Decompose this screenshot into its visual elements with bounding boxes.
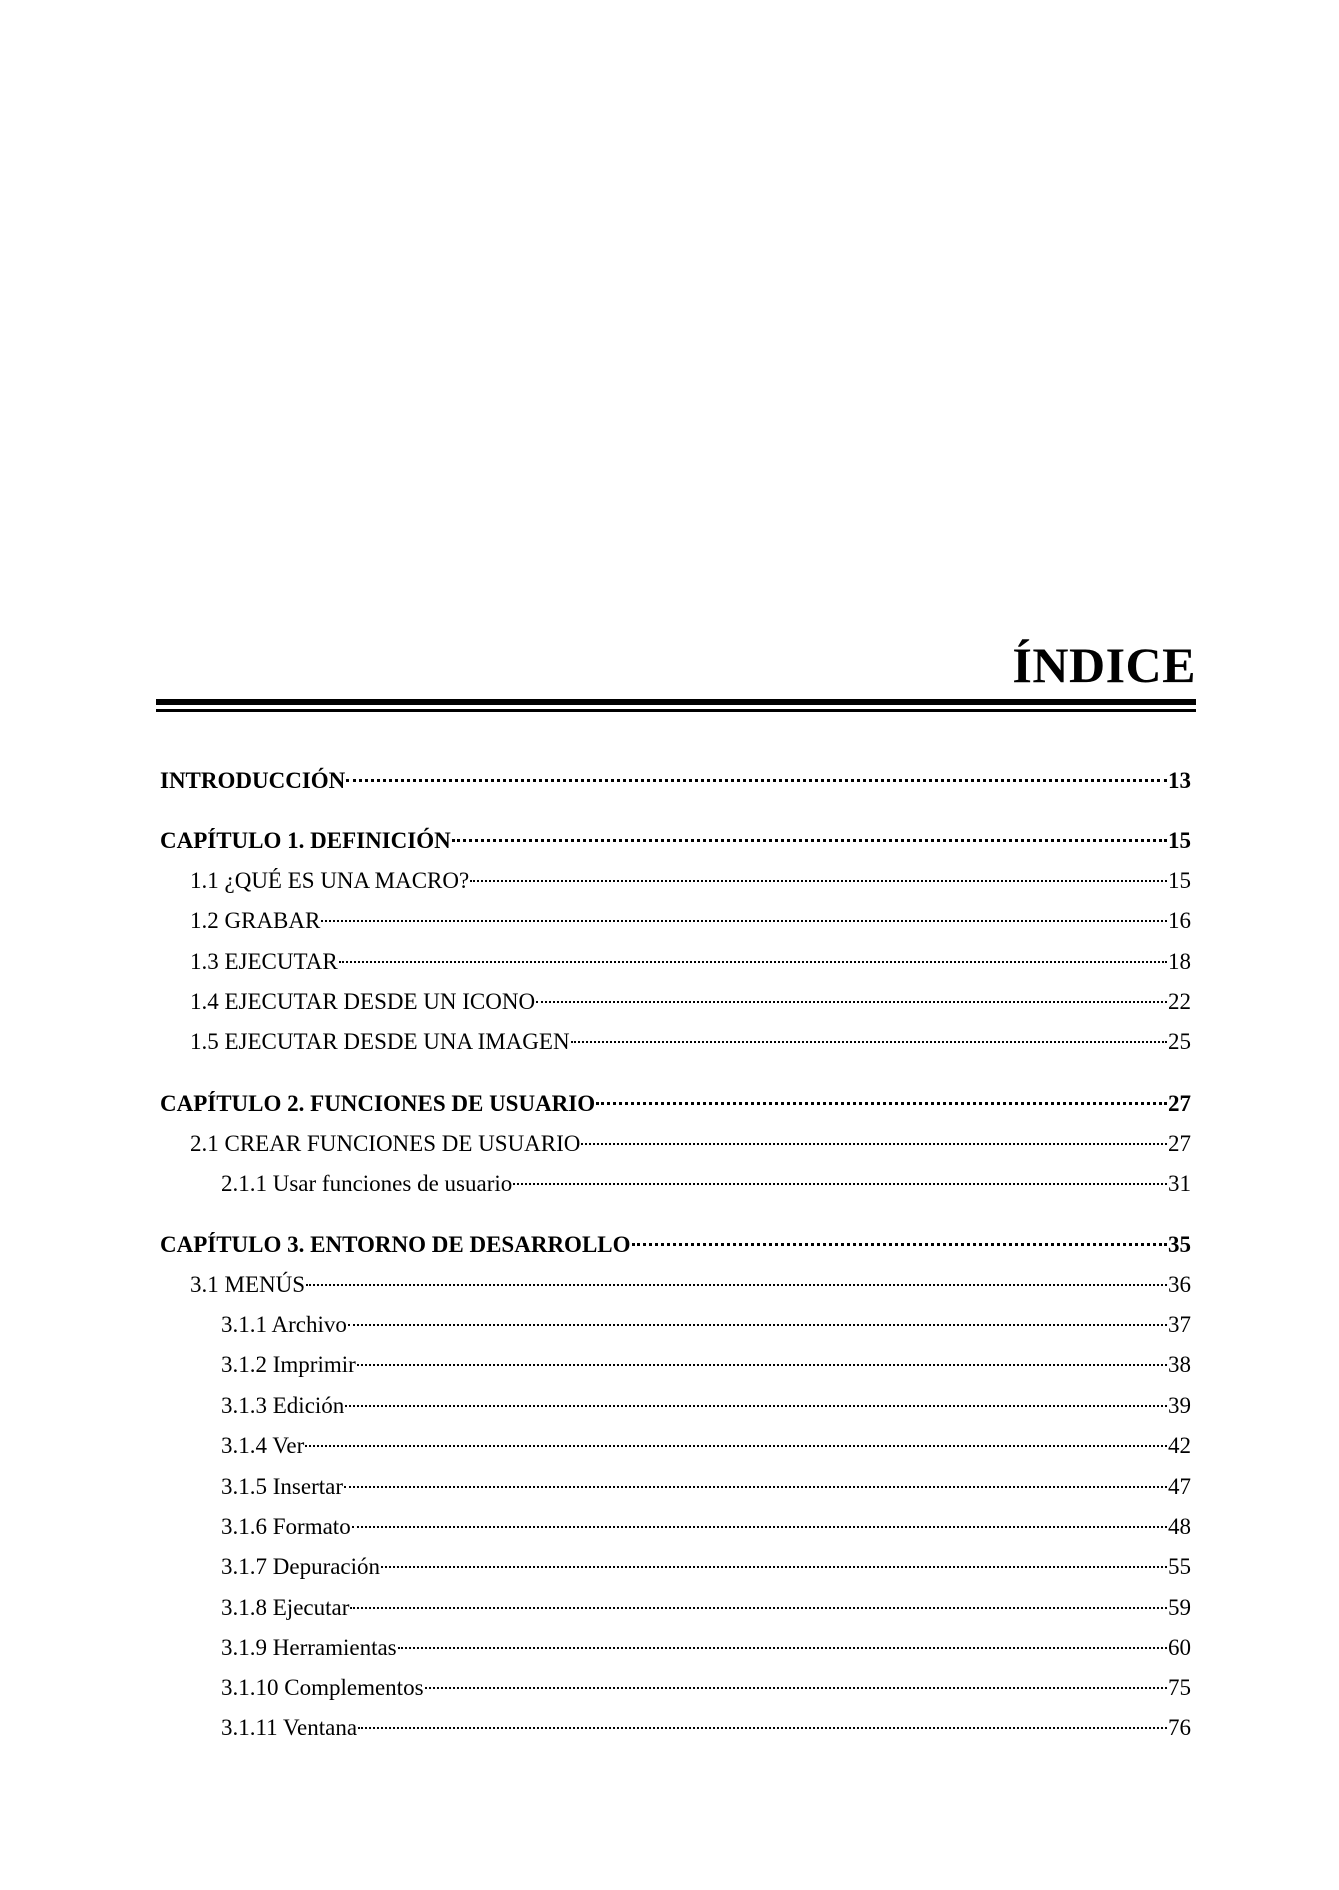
toc-page-number: 27 — [1168, 1091, 1191, 1116]
toc-section-entry[interactable] — [221, 1472, 1191, 1502]
toc-entry-label: 1.5 EJECUTAR DESDE UNA IMAGEN — [190, 1029, 570, 1054]
toc-dot-leader — [452, 839, 1167, 842]
toc-section-entry[interactable] — [221, 1310, 1191, 1340]
toc-section-entry[interactable] — [190, 987, 1191, 1017]
toc-page-number: 18 — [1168, 949, 1191, 974]
toc-section-entry[interactable] — [190, 906, 1191, 936]
toc-entry-label: INTRODUCCIÓN — [160, 768, 346, 793]
toc-chapter-entry[interactable] — [160, 826, 1191, 856]
toc-entry-label: CAPÍTULO 3. ENTORNO DE DESARROLLO — [160, 1232, 631, 1257]
toc-page-number: 48 — [1168, 1514, 1191, 1539]
toc-section-entry[interactable] — [221, 1713, 1191, 1743]
toc-dot-leader — [305, 1445, 1167, 1447]
toc-entry-label: 1.2 GRABAR — [190, 908, 321, 933]
toc-section-entry[interactable] — [190, 947, 1191, 977]
toc-section-entry[interactable] — [221, 1673, 1191, 1703]
toc-entry-label: 3.1.11 Ventana — [221, 1715, 358, 1740]
toc-chapter-entry[interactable] — [160, 1230, 1191, 1260]
toc-section-entry[interactable] — [221, 1169, 1191, 1199]
toc-entry-label: 3.1.9 Herramientas — [221, 1635, 397, 1660]
toc-dot-leader — [348, 1324, 1167, 1326]
toc-page-number: 60 — [1168, 1635, 1191, 1660]
toc-page-number: 15 — [1168, 868, 1191, 893]
toc-section-entry[interactable] — [190, 866, 1191, 896]
toc-entry-label: 1.4 EJECUTAR DESDE UN ICONO — [190, 989, 536, 1014]
toc-entry-label: 3.1.7 Depuración — [221, 1554, 381, 1579]
toc-dot-leader — [346, 779, 1167, 782]
toc-section-entry[interactable] — [190, 1027, 1191, 1057]
toc-page-number: 47 — [1168, 1474, 1191, 1499]
toc-page-number: 42 — [1168, 1433, 1191, 1458]
toc-dot-leader — [321, 920, 1167, 922]
toc-page-number: 31 — [1168, 1171, 1191, 1196]
toc-section-entry[interactable] — [190, 1270, 1191, 1300]
toc-page-number: 13 — [1168, 768, 1191, 793]
toc-section-entry[interactable] — [221, 1391, 1191, 1421]
toc-section-entry[interactable] — [221, 1350, 1191, 1380]
toc-entry-label: 3.1.4 Ver — [221, 1433, 305, 1458]
toc-chapter-entry[interactable] — [160, 766, 1191, 796]
toc-page-number: 39 — [1168, 1393, 1191, 1418]
toc-section-entry[interactable] — [221, 1431, 1191, 1461]
toc-entry-label: 3.1.8 Ejecutar — [221, 1595, 350, 1620]
toc-entry-label: 1.1 ¿QUÉ ES UNA MACRO? — [190, 868, 470, 893]
toc-dot-leader — [596, 1102, 1167, 1105]
toc-section-entry[interactable] — [221, 1552, 1191, 1582]
toc-dot-leader — [398, 1647, 1167, 1649]
toc-page-number: 38 — [1168, 1352, 1191, 1377]
toc-dot-leader — [581, 1143, 1167, 1145]
toc-dot-leader — [358, 1727, 1167, 1729]
toc-dot-leader — [339, 961, 1167, 963]
toc-section-entry[interactable] — [221, 1512, 1191, 1542]
toc-entry-label: 3.1 MENÚS — [190, 1272, 306, 1297]
toc-entry-label: 1.3 EJECUTAR — [190, 949, 338, 974]
toc-entry-label: CAPÍTULO 2. FUNCIONES DE USUARIO — [160, 1091, 596, 1116]
toc-section-entry[interactable] — [221, 1593, 1191, 1623]
toc-entry-label: 3.1.2 Imprimir — [221, 1352, 356, 1377]
toc-page-number: 75 — [1168, 1675, 1191, 1700]
toc-dot-leader — [571, 1041, 1167, 1043]
toc-page-number: 37 — [1168, 1312, 1191, 1337]
toc-page-number: 59 — [1168, 1595, 1191, 1620]
toc-entry-label: 3.1.10 Complementos — [221, 1675, 424, 1700]
toc-dot-leader — [632, 1243, 1167, 1246]
toc-page-number: 76 — [1168, 1715, 1191, 1740]
toc-page-number: 16 — [1168, 908, 1191, 933]
toc-entry-label: CAPÍTULO 1. DEFINICIÓN — [160, 828, 451, 853]
toc-dot-leader — [470, 880, 1167, 882]
toc-entry-label: 3.1.1 Archivo — [221, 1312, 347, 1337]
toc-section-entry[interactable] — [221, 1633, 1191, 1663]
toc-page-number: 55 — [1168, 1554, 1191, 1579]
page-title: ÍNDICE — [1012, 637, 1196, 693]
toc-dot-leader — [345, 1405, 1167, 1407]
toc-page-number: 27 — [1168, 1131, 1191, 1156]
toc-dot-leader — [352, 1526, 1167, 1528]
toc-page-number: 25 — [1168, 1029, 1191, 1054]
toc-dot-leader — [513, 1183, 1167, 1185]
toc-dot-leader — [344, 1486, 1167, 1488]
toc-entry-label: 2.1.1 Usar funciones de usuario — [221, 1171, 513, 1196]
toc-entry-label: 2.1 CREAR FUNCIONES DE USUARIO — [190, 1131, 581, 1156]
toc-page-number: 22 — [1168, 989, 1191, 1014]
toc-dot-leader — [425, 1687, 1167, 1689]
toc-dot-leader — [381, 1566, 1167, 1568]
toc-entry-label: 3.1.5 Insertar — [221, 1474, 343, 1499]
toc-entry-label: 3.1.3 Edición — [221, 1393, 345, 1418]
toc-dot-leader — [357, 1364, 1167, 1366]
toc-section-entry[interactable] — [190, 1129, 1191, 1159]
toc-page-number: 35 — [1168, 1232, 1191, 1257]
toc-page-number: 15 — [1168, 828, 1191, 853]
toc-chapter-entry[interactable] — [160, 1089, 1191, 1119]
toc-page-number: 36 — [1168, 1272, 1191, 1297]
toc-entry-label: 3.1.6 Formato — [221, 1514, 351, 1539]
toc-dot-leader — [306, 1284, 1167, 1286]
toc-dot-leader — [350, 1607, 1167, 1609]
toc-dot-leader — [536, 1001, 1167, 1003]
